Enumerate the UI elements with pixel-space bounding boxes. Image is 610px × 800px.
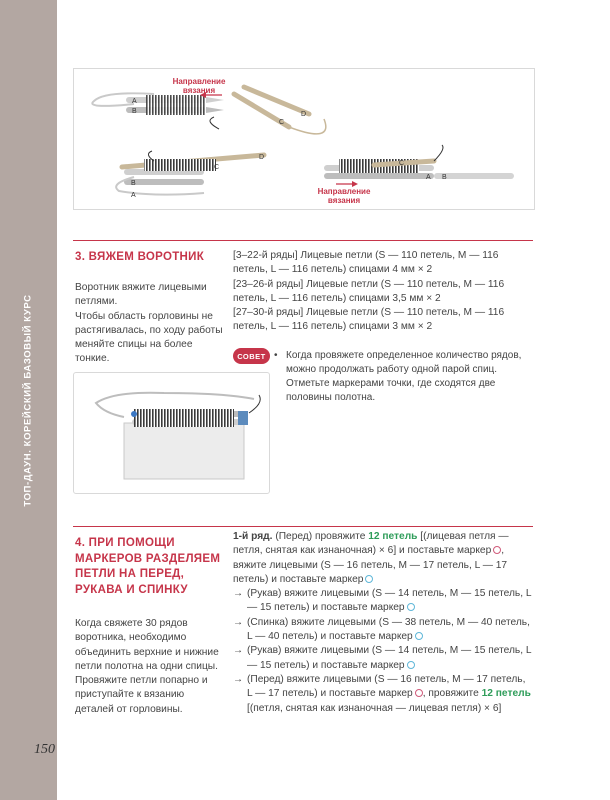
svg-text:A: A xyxy=(131,192,136,199)
svg-text:A: A xyxy=(426,174,431,181)
svg-text:B: B xyxy=(442,174,447,181)
letter-d: D xyxy=(301,111,307,118)
tip-bullet: • xyxy=(274,350,278,361)
step-sleeve-1: → (Рукав) вяжите лицевыми (S — 14 петель, M — 15 петель, L — 15 петель) и поставьте маркер xyxy=(233,588,532,614)
arrow-icon: → xyxy=(233,616,244,628)
book-title-vertical: ТОП-ДАУН. КОРЕЙСКИЙ БАЗОВЫЙ КУРС xyxy=(22,293,34,507)
page-number: 150 xyxy=(34,742,55,757)
section-divider-3 xyxy=(73,240,533,241)
rows-27-30: [27–30-й ряды] Лицевые петли (S — 110 петель, M — 116 петель, L — 116 петель) спицами 3 мм × 2 xyxy=(233,307,505,333)
arrow-icon: → xyxy=(233,588,244,600)
direction-label-bottom: Направление вязания xyxy=(317,187,371,205)
needle-d xyxy=(244,87,309,114)
tip-text: • Когда провяжете определенное количество рядов, можно продолжать работу одной парой спиц. Отметьте маркерами точки, где сходятся две половины полотна. xyxy=(274,350,522,403)
direction-label-top: Направление вязания xyxy=(172,77,226,95)
marker-blue-icon xyxy=(365,575,373,583)
rows-23-26: [23–26-й ряды] Лицевые петли (S — 110 петель, M — 116 петель, L — 116 петель) спицами 3,5 мм × 2 xyxy=(233,278,505,304)
step-front: → (Перед) вяжите лицевыми (S — 16 петель, M — 17 петель, L — 17 петель) и поставьте маркер , провяжите 12 петель [(петля, снятая как изнаночная — лицевая петля) × 6] xyxy=(233,673,531,714)
arrow-icon: → xyxy=(233,645,244,657)
letter-a: A xyxy=(132,98,137,105)
marker-blue-icon xyxy=(407,603,415,611)
intro-line-2: Чтобы область горловины не растягивалась, по ходу работы меняйте спицы на более тонкие. xyxy=(75,310,223,365)
svg-text:B: B xyxy=(131,180,136,187)
svg-text:C: C xyxy=(214,164,220,171)
stitches-ab xyxy=(146,95,206,115)
marker-blue-icon xyxy=(407,661,415,669)
step-back: → (Спинка) вяжите лицевыми (S — 38 петель, M — 40 петель, L — 40 петель) и поставьте маркер xyxy=(233,616,530,643)
arrow-icon: → xyxy=(233,673,244,685)
collar-illustration xyxy=(73,372,270,494)
section-3-title: 3. ВЯЖЕМ ВОРОТНИК xyxy=(75,251,205,263)
section-divider-4 xyxy=(73,526,533,527)
collar-illustration-svg xyxy=(74,373,269,493)
needles-diagram-svg xyxy=(74,69,534,209)
svg-text:D: D xyxy=(259,154,265,161)
section-4-title: 4. ПРИ ПОМОЩИ МАРКЕРОВ РАЗДЕЛЯЕМ ПЕТЛИ НА ПЕРЕД, РУКАВА И СПИНКУ xyxy=(75,537,221,596)
rows-3-22: [3–22-й ряды] Лицевые петли (S — 110 петель, M — 116 петель, L — 116 петель) спицами 4 мм × 2 xyxy=(233,250,499,276)
marker-blue-icon xyxy=(415,632,423,640)
svg-text:C: C xyxy=(399,160,405,167)
marker-pink-icon xyxy=(415,689,423,697)
section-3-rows xyxy=(233,249,533,335)
letter-b: B xyxy=(132,108,137,115)
section-4-instructions xyxy=(233,530,533,716)
needles-diagram xyxy=(73,68,535,210)
section-4-intro: Когда свяжете 30 рядов воротника, необходимо объединить верхние и нижние петли полотна на одни спицы. Провяжите петли попарно и приступайте к вязанию деталей от горловины. xyxy=(75,618,219,715)
intro-line-1: Воротник вяжите лицевыми петлями. xyxy=(75,282,207,308)
tip-badge: СОВЕТ xyxy=(233,348,270,364)
row-1-paragraph: 1-й ряд. (Перед) провяжите 12 петель [(лицевая петля — петля, снятая как изнаночная) × 6] и поставьте маркер , вяжите лицевыми (S — 16 петель, M — 17 петель, L — 17 петель) и поставьте маркер xyxy=(233,531,509,585)
section-3-intro xyxy=(75,281,225,367)
step-sleeve-2: → (Рукав) вяжите лицевыми (S — 14 петель, M — 15 петель, L — 15 петель) и поставьте маркер xyxy=(233,645,532,671)
letter-c: C xyxy=(279,119,285,126)
